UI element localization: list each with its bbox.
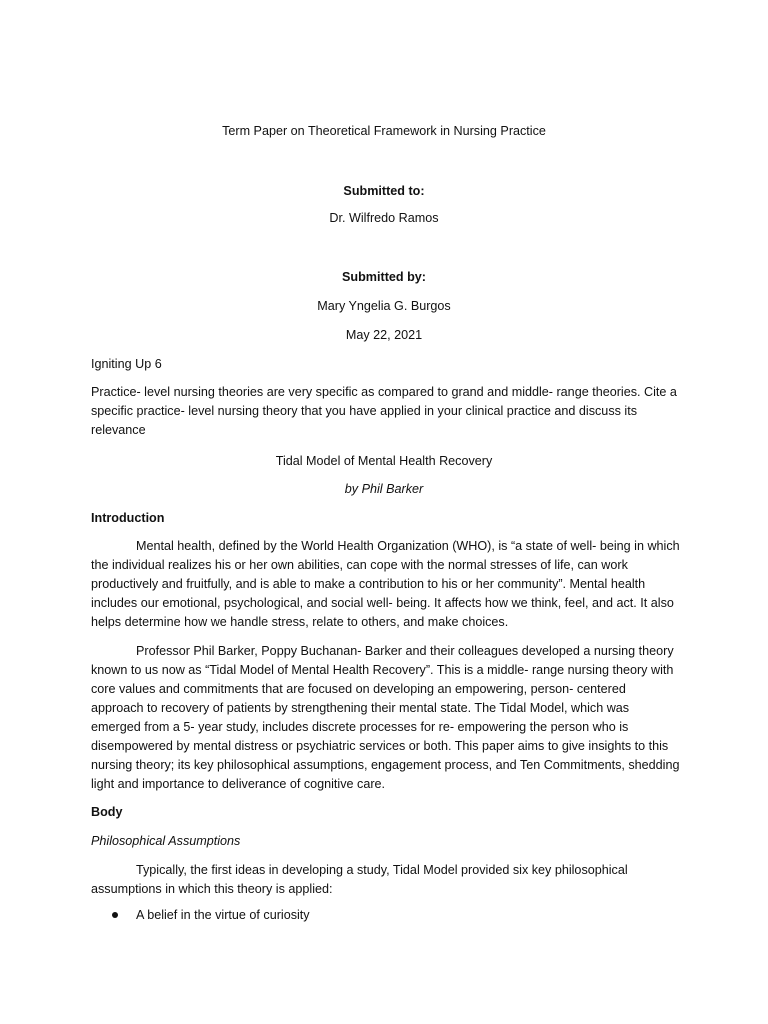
submitted-to-label: Submitted to: [343, 184, 425, 198]
activity-title: Igniting Up 6 [91, 357, 162, 371]
introduction-paragraph-2 [91, 642, 681, 794]
assignment-prompt: Practice- level nursing theories are very specific as compared to grand and middle- range theories. Cite a specific practice- level nursing theory that you have applied in your clinical practice and discuss its relevance [91, 385, 677, 437]
submitted-by-label: Submitted by: [342, 270, 426, 284]
introduction-paragraph-2-text: Professor Phil Barker, Poppy Buchanan- Barker and their colleagues developed a nursing theory known to us now as “Tidal Model of Mental Health Recovery”. This is a middle- range nursing theory with core values and commitments that are focused on developing an empowering, person- centered approach to recovery of patients by strengthening their mental state. The Tidal Model, which was emerged from a 5- year study, includes discrete processes for re- empowering the person who is disempowered by mental distress or psychiatric services or both. This paper aims to give insights to this nursing theory; its key philosophical assumptions, engagement process, and Ten Commitments, shedding light and importance to deliverance of cognitive care. [91, 644, 680, 791]
assumptions-paragraph-text: Typically, the first ideas in developing a study, Tidal Model provided six key philosophical assumptions in which this theory is applied: [91, 863, 628, 896]
theory-author: by Phil Barker [344, 482, 424, 496]
document-title: Term Paper on Theoretical Framework in Nursing Practice [222, 124, 546, 138]
theory-title: Tidal Model of Mental Health Recovery [275, 454, 493, 468]
body-heading: Body [91, 805, 123, 819]
submitted-by-name: Mary Yngelia G. Burgos [317, 299, 451, 313]
assumptions-paragraph [91, 861, 681, 899]
assumptions-heading: Philosophical Assumptions [91, 834, 241, 848]
submitted-to-name: Dr. Wilfredo Ramos [329, 211, 439, 225]
bullet-icon [112, 912, 118, 918]
submission-date: May 22, 2021 [345, 328, 423, 342]
list-item: A belief in the virtue of curiosity [136, 908, 310, 922]
introduction-paragraph-1 [91, 537, 681, 632]
introduction-heading: Introduction [91, 511, 165, 525]
introduction-paragraph-1-text: Mental health, defined by the World Health Organization (WHO), is “a state of well- being in which the individual realizes his or her own abilities, can cope with the normal stresses of life, can work productively and fruitfully, and is able to make a contribution to his or her community”. Mental health includes our emotional, psychological, and social well- being. It affects how we think, feel, and act. It also helps determine how we handle stress, relate to others, and make choices. [91, 539, 680, 629]
